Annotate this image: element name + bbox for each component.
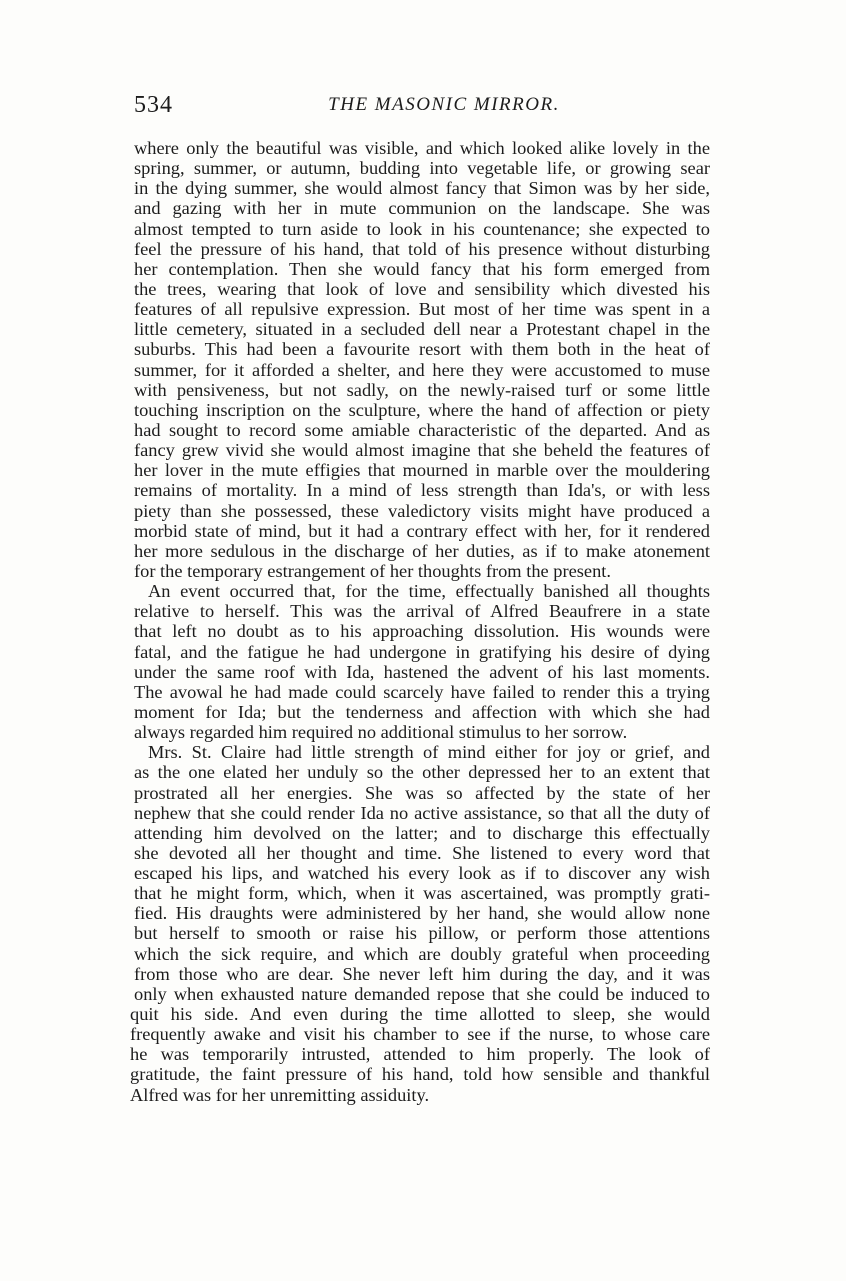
text-line: from those who are dear. She never left him during the day, and it was: [134, 963, 710, 984]
text-line: almost tempted to turn aside to look in his countenance; she expected to: [134, 218, 710, 239]
text-line: that left no doubt as to his approaching dissolution. His wounds were: [134, 621, 710, 642]
text-line: moment for Ida; but the tenderness and affection with which she had: [134, 701, 710, 722]
text-line: suburbs. This had been a favourite resort with them both in the heat of: [134, 339, 710, 360]
text-line: remains of mortality. In a mind of less strength than Ida's, or with less: [134, 480, 710, 501]
text-line: the trees, wearing that look of love and sensibility which divested his: [134, 278, 710, 299]
journal-title: THE MASONIC MIRROR.: [328, 94, 560, 115]
text-line: escaped his lips, and watched his every look as if to discover any wish: [134, 863, 710, 884]
text-line: summer, for it afforded a shelter, and here they were accustomed to muse: [134, 359, 710, 380]
text-line: but herself to smooth or raise his pillow, or perform those attentions: [134, 923, 710, 944]
text-line: little cemetery, situated in a secluded dell near a Protestant chapel in the: [134, 319, 710, 340]
text-line: for the temporary estrangement of her thoughts from the present.: [134, 560, 611, 581]
text-line: fatal, and the fatigue he had undergone in gratifying his desire of dying: [134, 641, 710, 662]
text-line: Mrs. St. Claire had little strength of mind either for joy or grief, and: [148, 742, 710, 763]
text-line: that he might form, which, when it was ascertained, was promptly grati-: [134, 883, 710, 904]
text-line: spring, summer, or autumn, budding into vegetable life, or growing sear: [134, 158, 710, 179]
page-number: 534: [134, 92, 173, 118]
text-line: her more sedulous in the discharge of her duties, as if to make atonement: [134, 540, 710, 561]
text-line: fied. His draughts were administered by her hand, she would allow none: [134, 903, 710, 924]
text-line: fancy grew vivid she would almost imagine that she beheld the features of: [134, 440, 710, 461]
text-line: in the dying summer, she would almost fancy that Simon was by her side,: [134, 178, 710, 199]
text-line: and gazing with her in mute communion on the landscape. She was: [134, 198, 710, 219]
text-line: morbid state of mind, but it had a contrary effect with her, for it rendered: [134, 520, 710, 541]
text-line: feel the pressure of his hand, that told of his presence without disturbing: [134, 238, 710, 259]
text-line: where only the beautiful was visible, and which looked alike lovely in the: [134, 138, 710, 158]
text-line: prostrated all her energies. She was so affected by the state of her: [134, 782, 710, 803]
running-head: [134, 92, 714, 122]
text-line: she devoted all her thought and time. She listened to every word that: [134, 842, 710, 863]
text-line: under the same roof with Ida, hastened the advent of his last moments.: [134, 661, 710, 682]
text-line: relative to herself. This was the arrival of Alfred Beaufrere in a state: [134, 601, 710, 622]
text-line: features of all repulsive expression. But most of her time was spent in a: [134, 299, 710, 320]
text-line: An event occurred that, for the time, effectually banished all thoughts: [148, 581, 710, 602]
text-line: touching inscription on the sculpture, where the hand of affection or piety: [134, 399, 710, 420]
text-line: piety than she possessed, these valedictory visits might have produced a: [134, 500, 710, 521]
text-line: The avowal he had made could scarcely have failed to render this a trying: [134, 681, 710, 702]
text-line: nephew that she could render Ida no active assistance, so that all the duty of: [134, 802, 710, 823]
text-line: quit his side. And even during the time allotted to sleep, she would: [130, 1004, 710, 1025]
text-line: with pensiveness, but not sadly, on the newly-raised turf or some little: [134, 379, 710, 400]
text-line: gratitude, the faint pressure of his hand, told how sensible and thankful: [130, 1064, 710, 1085]
body-text: [130, 138, 710, 1105]
text-line: attending him devolved on the latter; and to discharge this effectually: [134, 822, 710, 843]
text-line: Alfred was for her unremitting assiduity.: [130, 1084, 430, 1105]
text-line: which the sick require, and which are doubly grateful when proceeding: [134, 943, 710, 964]
text-line: always regarded him required no additional stimulus to her sorrow.: [134, 722, 628, 743]
text-line: only when exhausted nature demanded repose that she could be induced to: [134, 983, 710, 1004]
text-line: her lover in the mute effigies that mourned in marble over the mouldering: [134, 460, 710, 481]
text-line: he was temporarily intrusted, attended to him properly. The look of: [130, 1044, 710, 1065]
text-line: her contemplation. Then she would fancy that his form emerged from: [134, 258, 710, 279]
text-line: had sought to record some amiable characteristic of the departed. And as: [134, 419, 710, 440]
text-line: as the one elated her unduly so the other depressed her to an extent that: [134, 762, 710, 783]
text-line: frequently awake and visit his chamber to see if the nurse, to whose care: [130, 1024, 710, 1045]
